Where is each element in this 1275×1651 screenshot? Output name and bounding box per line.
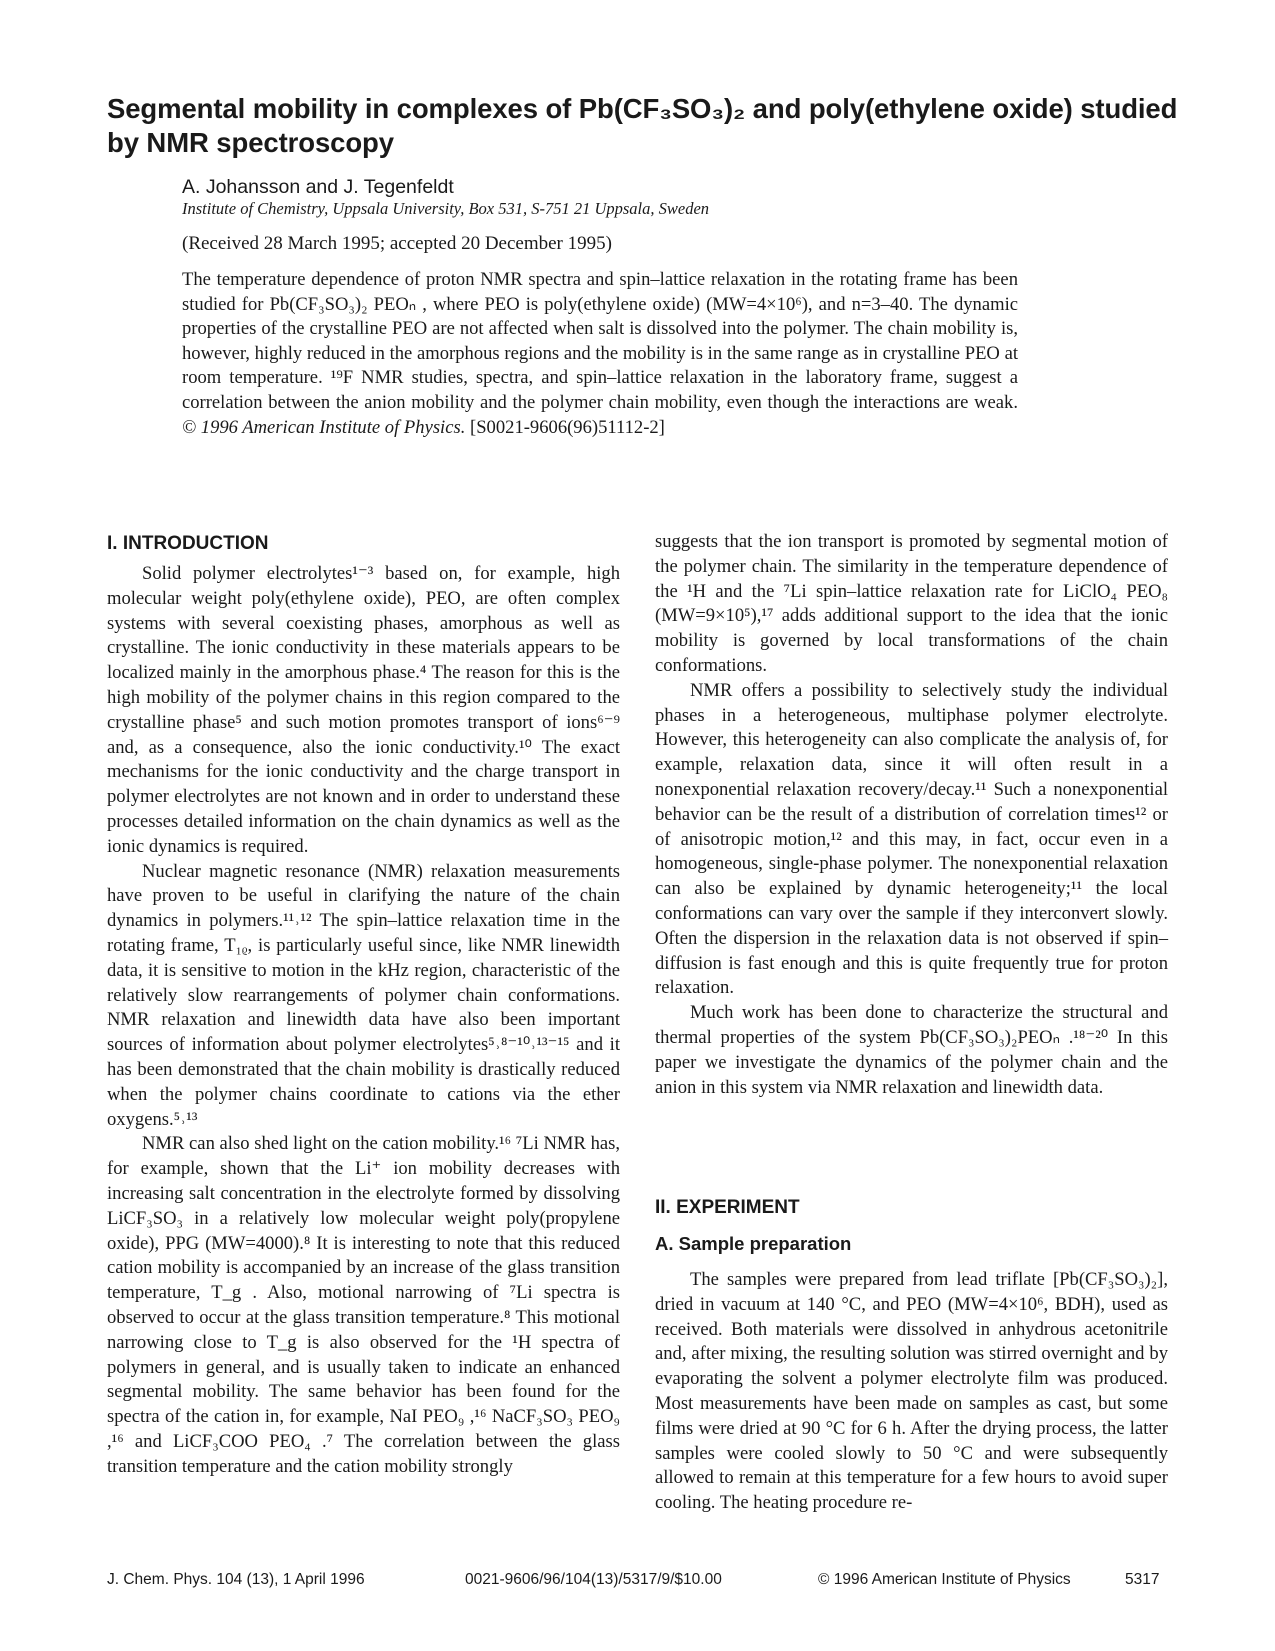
intro-paragraph-6: Much work has been done to characterize the structural and thermal properties of the system Pb(CF₃SO₃)₂PEOₙ .¹⁸⁻²⁰ In this paper we investigate the dynamics of the polymer chain and the anion in this system via NMR relaxation and linewidth data.: [655, 1002, 1168, 1098]
intro-paragraph-5: NMR offers a possibility to selectively study the individual phases in a heterogeneous, multiphase polymer electrolyte. However, this heterogeneity can also complicate the analysis of, for example, relaxation data, since it will often result in a nonexponential relaxation recovery/decay.¹¹ Such a nonexponential behavior can be the result of a distribution of correlation times¹² or of anisotropic motion,¹² and this may, in fact, occur even in a homogeneous, single-phase polymer. The nonexponential relaxation can also be explained by dynamic heterogeneity;¹¹ the local conformations can vary over the sample if they interconvert slowly. Often the dispersion in the relaxation data is not observed if spin–diffusion is fast enough and this is quite frequently true for proton relaxation.: [655, 679, 1168, 999]
right-column-top: [655, 530, 1168, 1100]
footer-copyright: © 1996 American Institute of Physics: [818, 1571, 1071, 1588]
footer-journal: J. Chem. Phys. 104 (13), 1 April 1996: [107, 1571, 365, 1588]
affiliation: Institute of Chemistry, Uppsala University, Box 531, S-751 21 Uppsala, Sweden: [182, 199, 710, 218]
authors: A. Johansson and J. Tegenfeldt: [182, 176, 454, 198]
intro-heading: I. INTRODUCTION: [107, 533, 269, 554]
intro-paragraph-3: NMR can also shed light on the cation mobility.¹⁶ ⁷Li NMR has, for example, shown that the Li⁺ ion mobility decreases with increasing salt concentration in the electrolyte formed by dissolving LiCF₃SO₃ in a relatively low molecular weight poly(propylene oxide), PPG (MW=4000).⁸ It is interesting to note that this reduced cation mobility is accompanied by an increase of the glass transition temperature, T_g . Also, motional narrowing of ⁷Li spectra is observed to occur at the glass transition temperature.⁸ This motional narrowing close to T_g is also observed for the ¹H spectra of polymers in general, and is usually taken to indicate an enhanced segmental mobility. The same behavior has been found for the spectra of the cation in, for example, NaI PEO₉ ,¹⁶ NaCF₃SO₃ PEO₉ ,¹⁶ and LiCF₃COO PEO₄ .⁷ The correlation between the glass transition temperature and the cation mobility strongly: [107, 1133, 620, 1477]
experiment-heading: II. EXPERIMENT: [655, 1197, 800, 1218]
intro-paragraph-1: Solid polymer electrolytes¹⁻³ based on, for example, high molecular weight poly(ethylene oxide), PEO, are often complex systems with several coexisting phases, amorphous as well as crystalline. The ionic conductivity in these materials appears to be localized mainly in the amorphous phase.⁴ The reason for this is the high mobility of the polymer chains in this region compared to the crystalline phase⁵ and such motion promotes transport of ions⁶⁻⁹ and, as a consequence, also the ionic conductivity.¹⁰ The exact mechanisms for the ionic conductivity and the charge transport in polymer electrolytes are not known and in order to understand these processes detailed information on the chain dynamics as well as the ionic dynamics is required.: [107, 563, 620, 857]
page-number: 5317: [1125, 1571, 1160, 1588]
article-title: Segmental mobility in complexes of Pb(CF₃SO₃)₂ and poly(ethylene oxide) studied by NMR spectroscopy: [107, 93, 1178, 158]
abstract-copyright: © 1996 American Institute of Physics.: [182, 416, 466, 438]
intro-paragraph-2: Nuclear magnetic resonance (NMR) relaxation measurements have proven to be useful in clarifying the nature of the chain dynamics in polymers.¹¹˒¹² The spin–lattice relaxation time in the rotating frame, T₁ᵨ, is particularly useful since, like NMR linewidth data, it is sensitive to motion in the kHz region, characteristic of the relatively slow rearrangements of polymer chain conformations. NMR relaxation and linewidth data have also been important sources of information about polymer electrolytes⁵˒⁸⁻¹⁰˒¹³⁻¹⁵ and it has been demonstrated that the chain mobility is drastically reduced when the polymer chains coordinate to cations via the ether oxygens.⁵˒¹³: [107, 860, 620, 1130]
experiment-paragraph-1: The samples were prepared from lead triflate [Pb(CF₃SO₃)₂], dried in vacuum at 140 °C, and PEO (MW=4×10⁶, BDH), used as received. Both materials were dissolved in anhydrous acetonitrile and, after mixing, the resulting solution was stirred overnight and by evaporating the solvent a polymer electrolyte film was produced. Most measurements have been made on samples as cast, but some films were dried at 90 °C for 6 h. After the drying process, the latter samples were cooled slowly to 50 °C and were subsequently allowed to remain at this temperature for a few hours to avoid super cooling. The heating procedure re-: [655, 1269, 1168, 1514]
right-column-bottom: [655, 1268, 1168, 1516]
intro-paragraph-4: suggests that the ion transport is promoted by segmental motion of the polymer chain. The similarity in the temperature dependence of the ¹H and the ⁷Li spin–lattice relaxation rate for LiClO₄ PEO₈ (MW=9×10⁵),¹⁷ adds additional support to the idea that the ionic mobility is governed by local transformations of the chain conformations.: [655, 531, 1168, 676]
sample-preparation-heading: A. Sample preparation: [655, 1233, 852, 1254]
abstract: [182, 268, 1018, 440]
abstract-doi: [S0021-9606(96)51112-2]: [470, 416, 665, 438]
footer-code: 0021-9606/96/104(13)/5317/9/$10.00: [465, 1571, 722, 1588]
received-dates: (Received 28 March 1995; accepted 20 December 1995): [182, 233, 612, 254]
abstract-text: The temperature dependence of proton NMR spectra and spin–lattice relaxation in the rotating frame has been studied for Pb(CF₃SO₃)₂ PEOₙ , where PEO is poly(ethylene oxide) (MW=4×10⁶), and n=3–40. The dynamic properties of the crystalline PEO are not affected when salt is dissolved into the polymer. The chain mobility is, however, highly reduced in the amorphous regions and the mobility is in the same range as in crystalline PEO at room temperature. ¹⁹F NMR studies, spectra, and spin–lattice relaxation in the laboratory frame, suggest a correlation between the anion mobility and the polymer chain mobility, even though the interactions are weak.: [182, 269, 1018, 413]
left-column: [107, 562, 620, 1479]
